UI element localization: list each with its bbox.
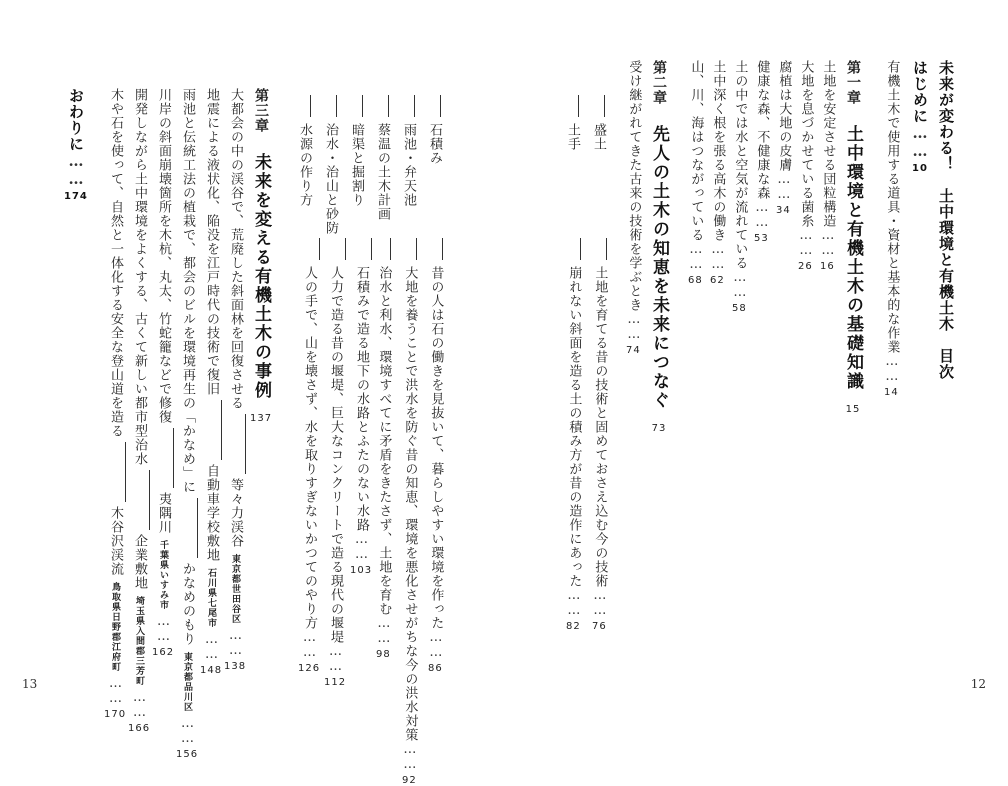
rule-line: [336, 95, 337, 117]
toc-entry[interactable]: 土中深く根を張る高木の働き……62: [710, 60, 726, 286]
section-heading[interactable]: 暗渠と掘割り: [350, 95, 363, 207]
toc-entry[interactable]: 腐植は大地の皮膚……34: [776, 60, 792, 216]
chapter2-heading[interactable]: 第二章先人の土木の知恵を未来につなぐ73: [649, 60, 669, 434]
rule-line: [221, 400, 222, 460]
section-text[interactable]: 土地を育てる昔の技術と固めておさえ込む今の技術……76: [592, 238, 607, 632]
page-number-left: 13: [22, 677, 38, 691]
rule-line: [173, 428, 174, 488]
rule-line: [388, 95, 389, 117]
rule-line: [197, 498, 198, 558]
section-text[interactable]: 石積みで造る地下の水路とふたのない水路……103: [350, 238, 372, 576]
section-text[interactable]: 崩れない斜面を造る土の積み方が昔の造作にあった……82: [566, 238, 581, 632]
chapter3-label: 第三章: [253, 88, 270, 133]
toc-entry-intro-sub[interactable]: 有機土木で使用する道具・資材と基本的な作業……14: [884, 60, 900, 398]
rule-line: [245, 414, 246, 474]
rule-line: [310, 95, 311, 117]
toc-entry-intro[interactable]: はじめに……10: [911, 60, 929, 174]
section-heading[interactable]: 石積み: [428, 95, 441, 165]
case-entry[interactable]: 雨池と伝統工法の植栽で、都会のビルを環境再生の「かなめ」にかなめのもり東京都品川区……156: [176, 88, 199, 760]
rule-line: [362, 95, 363, 117]
section-heading[interactable]: 水源の作り方: [298, 95, 311, 207]
toc-entry-outro[interactable]: おわりに……174: [64, 88, 88, 202]
rule-line: [390, 238, 391, 260]
section-heading[interactable]: 蔡温の土木計画: [376, 95, 389, 221]
rule-line: [416, 238, 417, 260]
section-heading[interactable]: 雨池・弁天池: [402, 95, 415, 207]
rule-line: [578, 95, 579, 117]
section-heading[interactable]: 土手: [566, 95, 579, 151]
rule-line: [604, 95, 605, 117]
case-entry[interactable]: 川岸の斜面崩壊箇所を木杭、丸太、竹蛇籠などで修復夷隅川千葉県いすみ市……162: [152, 88, 175, 658]
rule-line: [371, 238, 372, 260]
chapter1-heading[interactable]: 第一章土中環境と有機土木の基礎知識15: [843, 60, 863, 415]
rule-line: [440, 95, 441, 117]
section-heading[interactable]: 治水・治山と砂防: [324, 95, 337, 235]
chapter3-title: 未来を変える有機土木の事例: [251, 153, 272, 400]
case-entry[interactable]: 大都会の中の渓谷で、荒廃した斜面林を回復させる等々力渓谷東京都世田谷区……138: [224, 88, 247, 672]
toc-entry[interactable]: 受け継がれてきた古来の技術を学ぶとき……74: [626, 60, 642, 356]
section-text[interactable]: 人の手で、山を壊さず、水を取りすぎないかつてのやり方……126: [298, 238, 320, 674]
section-text[interactable]: 人力で造る昔の堰堤、巨大なコンクリートで造る現代の堰堤……112: [324, 238, 346, 688]
rule-line: [319, 238, 320, 260]
toc-entry[interactable]: 土地を安定させる団粒構造……16: [820, 60, 836, 272]
chapter3-heading[interactable]: 第三章未来を変える有機土木の事例137: [250, 88, 273, 424]
right-page: [504, 0, 1008, 715]
section-text[interactable]: 大地を養うことで洪水を防ぐ昔の知恵、環境を悪化させがちな今の洪水対策……92: [402, 238, 417, 786]
rule-line: [125, 442, 126, 502]
section-text[interactable]: 治水と利水、環境すべてに矛盾をきたさず、土地を育む……98: [376, 238, 391, 660]
rule-line: [442, 238, 443, 260]
section-heading[interactable]: 盛土: [592, 95, 605, 151]
chapter2-title: 先人の土木の知恵を未来につなぐ: [649, 125, 669, 410]
case-entry[interactable]: 地震による液状化、陥没を江戸時代の技術で復旧自動車学校敷地石川県七尾市……148: [200, 88, 223, 676]
rule-line: [345, 238, 346, 260]
toc-entry[interactable]: 健康な森、不健康な森……53: [754, 60, 770, 244]
chapter1-title: 土中環境と有機土木の基礎知識: [843, 125, 863, 391]
page-number-right: 12: [970, 677, 986, 691]
toc-entry[interactable]: 大地を息づかせている菌糸……26: [798, 60, 814, 272]
case-entry[interactable]: 開発しながら土中環境をよくする、古くて新しい都市型治水企業敷地埼玉県入間郡三芳町……166: [128, 88, 151, 734]
book-title: 未来が変わる！ 土中環境と有機土木 目次: [937, 60, 955, 380]
toc-entry[interactable]: 土の中では水と空気が流れている……58: [732, 60, 748, 314]
rule-line: [606, 238, 607, 260]
section-text[interactable]: 昔の人は石の働きを見抜いて、暮らしやすい環境を作った……86: [428, 238, 443, 674]
case-entry[interactable]: 木や石を使って、自然と一体化する安全な登山道を造る木谷沢渓流鳥取県日野郡江府町……170: [104, 88, 127, 720]
rule-line: [149, 470, 150, 530]
chapter1-label: 第一章: [845, 60, 861, 105]
rule-line: [580, 238, 581, 260]
rule-line: [414, 95, 415, 117]
chapter2-label: 第二章: [651, 60, 667, 105]
toc-entry[interactable]: 山、川、海はつながっている……68: [688, 60, 704, 286]
